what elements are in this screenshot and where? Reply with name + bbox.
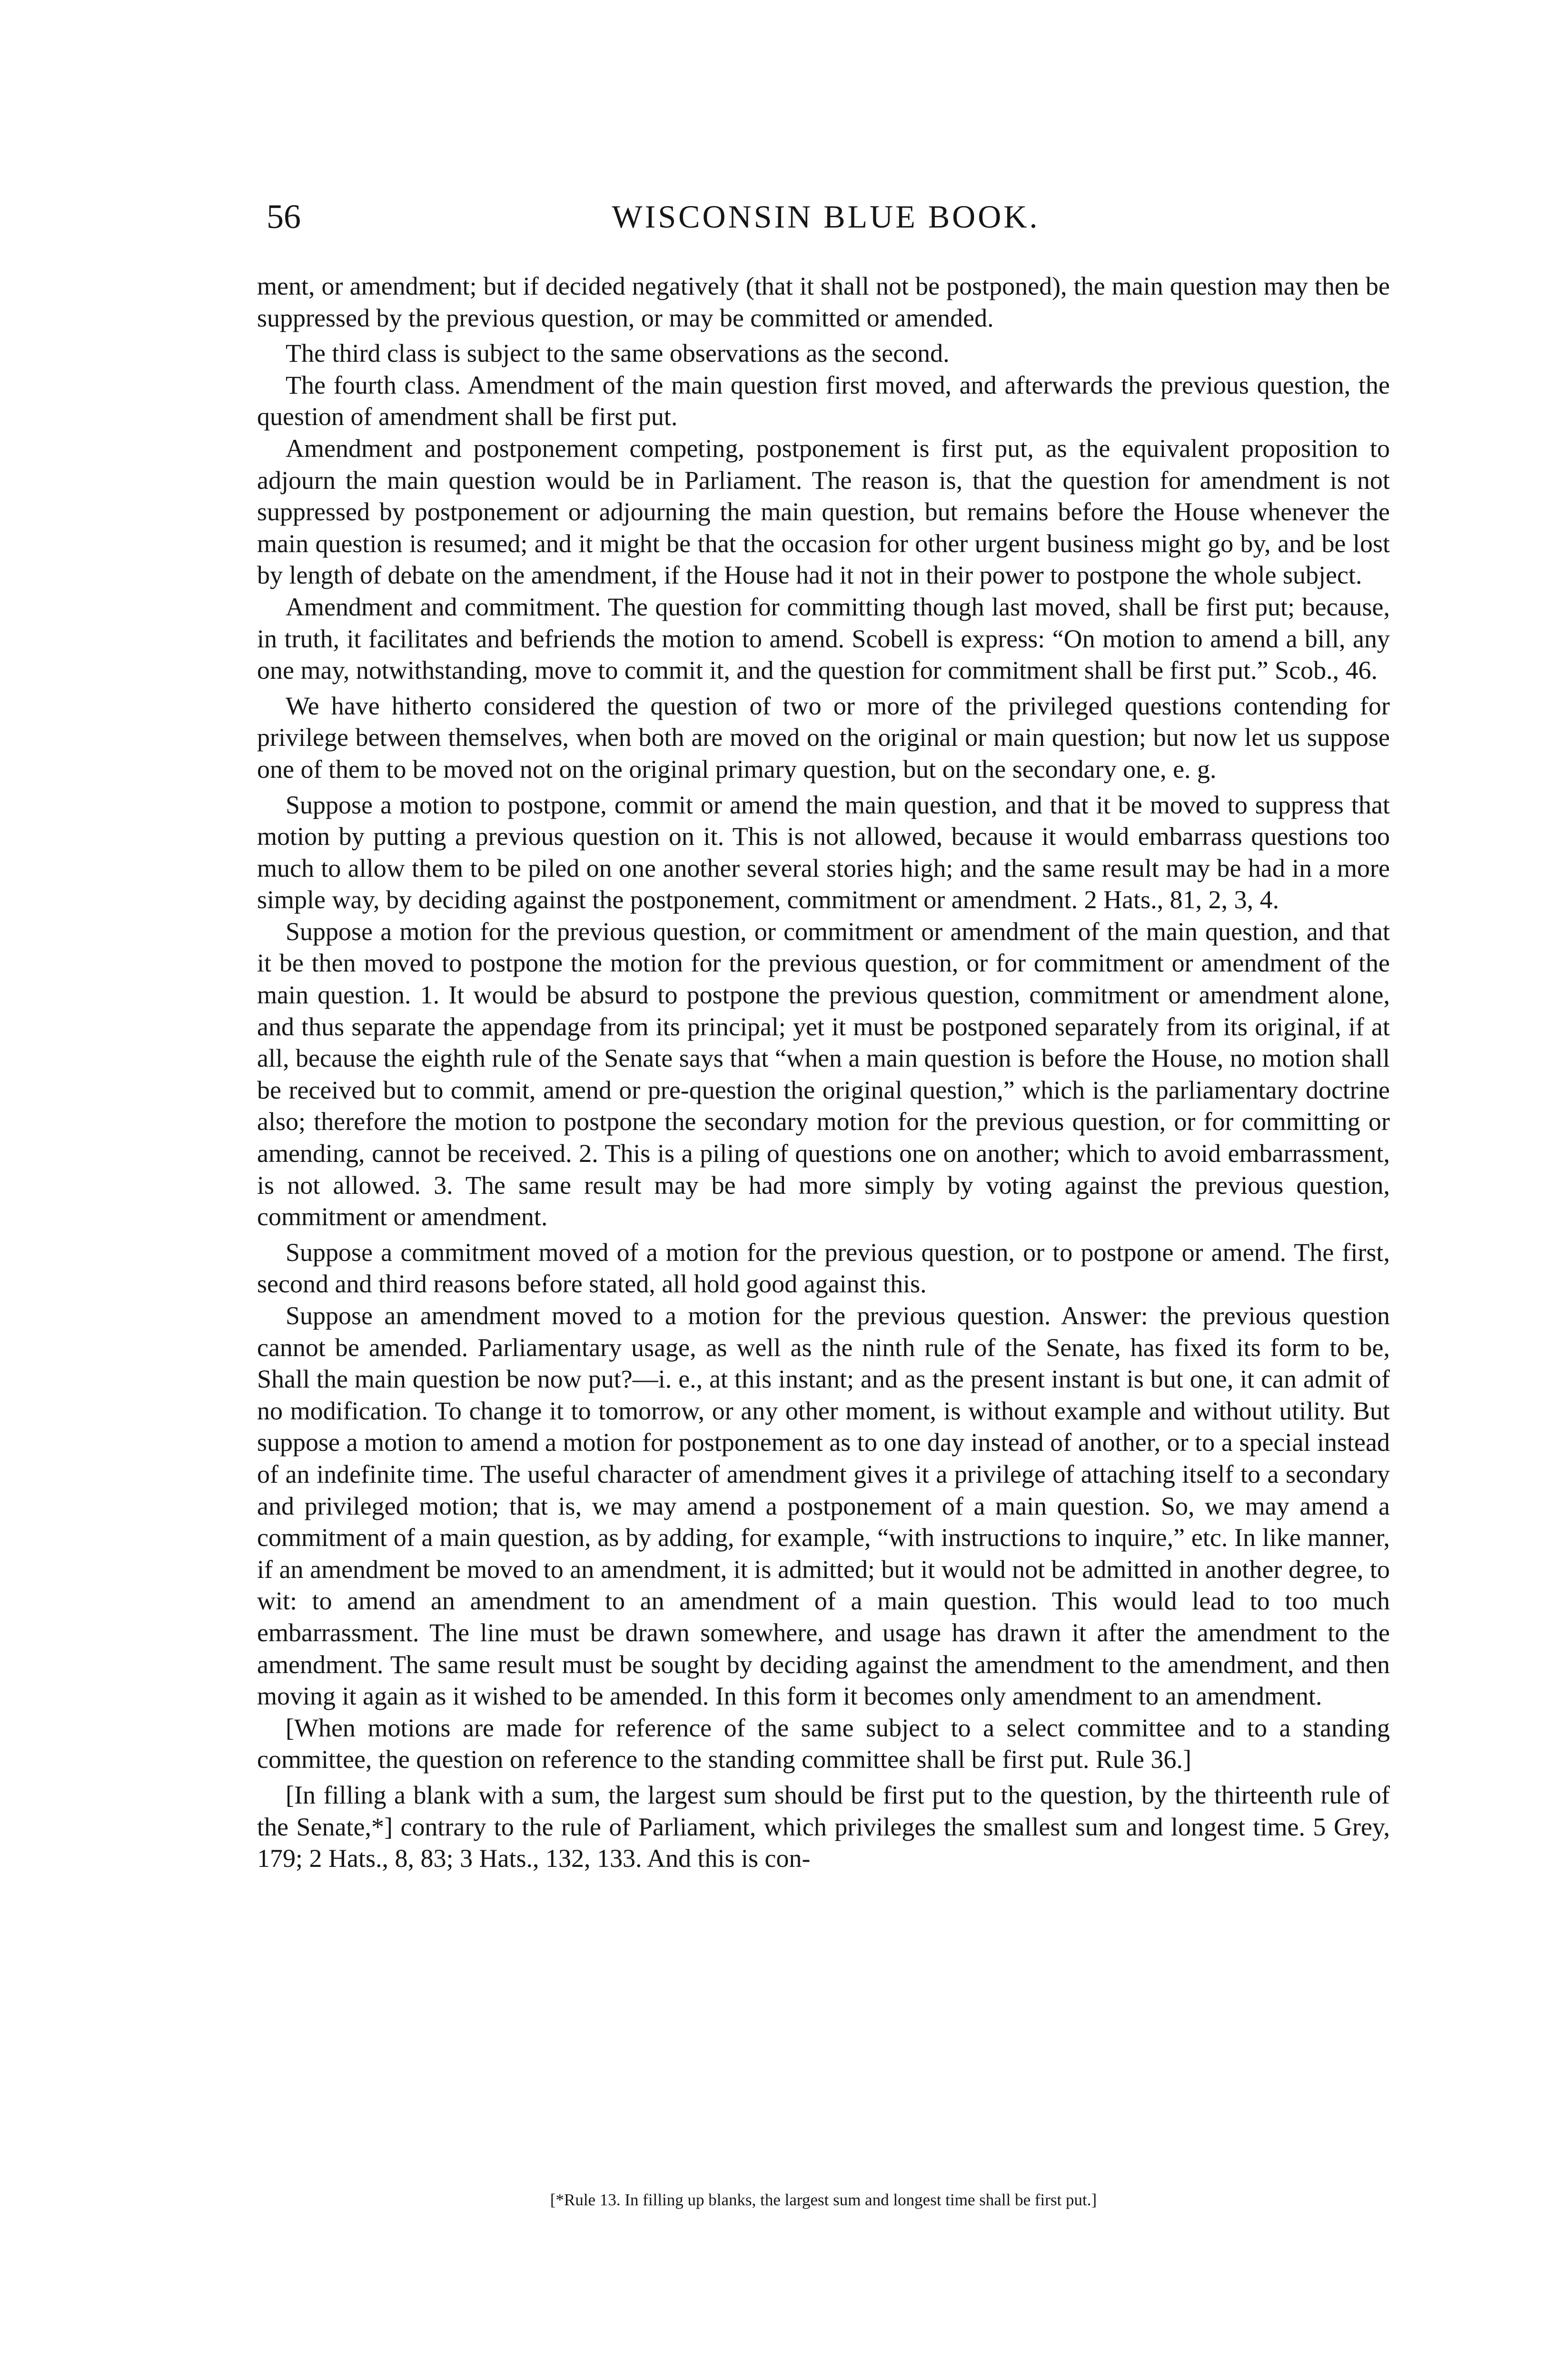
paragraph: ment, or amendment; but if decided negatively (that it shall not be postponed), the main question may then be suppressed by the previous question, or may be committed or amended. xyxy=(257,272,1390,332)
paragraph: Suppose a commitment moved of a motion for the previous question, or to postpone or amend. The first, second and third reasons before stated, all hold good against this. xyxy=(257,1238,1390,1299)
paragraph: Amendment and postponement competing, postponement is first put, as the equivalent proposition to adjourn the main question would be in Parliament. The reason is, that the question for amendment is not suppressed by postponement or adjourning the main question, but remains before the House whenever the main question is resumed; and it might be that the occasion for other urgent business might go by, and be lost by length of debate on the amendment, if the House had it not in their power to postpone the whole subject. xyxy=(257,434,1390,590)
paragraph: We have hitherto considered the question of two or more of the privileged questions contending for privilege between themselves, when both are moved on the original or main question; but now let us suppose one of them to be moved not on the original primary question, but on the secondary one, e. g. xyxy=(257,691,1390,783)
paragraph: [When motions are made for reference of the same subject to a select committee and to a standing committee, the question on reference to the standing committee shall be first put. Rule 36.] xyxy=(257,1713,1390,1774)
paragraph: Suppose a motion for the previous question, or commitment or amendment of the main question, and that it be then moved to postpone the motion for the previous question, or for commitment or amendment of the main question. 1. It would be absurd to postpone the previous question, commitment or amendment alone, and thus separate the appendage from its principal; yet it must be postponed separately from its original, if at all, because the eighth rule of the Senate says that “when a main question is before the House, no motion shall be received but to commit, amend or pre-question the original question,” which is the parliamentary doctrine also; therefore the motion to postpone the secondary motion for the previous question, or for committing or amending, cannot be received. 2. This is a piling of questions one on another; which to avoid embarrassment, is not allowed. 3. The same result may be had more simply by voting against the previous question, commitment or amendment. xyxy=(257,917,1390,1231)
paragraph: Suppose a motion to postpone, commit or amend the main question, and that it be moved to suppress that motion by putting a previous question on it. This is not allowed, because it would embarrass questions too much to allow them to be piled on one another several stories high; and the same result may be had in a more simple way, by deciding against the postponement, commitment or amendment. 2 Hats., 81, 2, 3, 4. xyxy=(257,790,1390,914)
page-number: 56 xyxy=(267,198,301,236)
paragraph: [In filling a blank with a sum, the largest sum should be first put to the question, by the thirteenth rule of the Senate,*] contrary to the rule of Parliament, which privileges the smallest sum and longest time. 5 Grey, 179; 2 Hats., 8, 83; 3 Hats., 132, 133. And this is con- xyxy=(257,1780,1390,1873)
page-header xyxy=(267,195,1385,238)
paragraph: Suppose an amendment moved to a motion for the previous question. Answer: the previous question cannot be amended. Parliamentary usage, as well as the ninth rule of the Senate, has fixed its form to be, Shall the main question be now put?—i. e., at this instant; and as the present instant is but one, it can admit of no modification. To change it to tomorrow, or any other moment, is without example and without utility. But suppose a motion to amend a motion for postponement as to one day instead of another, or to a special instead of an indefinite time. The useful character of amendment gives it a privilege of attaching itself to a secondary and privileged motion; that is, we may amend a postponement of a main question. So, we may amend a commitment of a main question, as by adding, for example, “with instructions to inquire,” etc. In like manner, if an amendment be moved to an amendment, it is admitted; but it would not be admitted in another degree, to wit: to amend an amendment to an amendment of a main question. This would lead to too much embarrassment. The line must be drawn somewhere, and usage has drawn it after the amendment to the amendment. The same result must be sought by deciding against the amendment to the amendment, and then moving it again as it wished to be amended. In this form it becomes only amendment to an amendment. xyxy=(257,1301,1390,1711)
paragraph: The fourth class. Amendment of the main question first moved, and afterwards the previous question, the question of amendment shall be first put. xyxy=(257,370,1390,431)
running-title: WISCONSIN BLUE BOOK. xyxy=(612,198,1040,235)
paragraph: The third class is subject to the same observations as the second. xyxy=(286,339,950,368)
paragraph: Amendment and commitment. The question for committing though last moved, shall be first put; because, in truth, it facilitates and befriends the motion to amend. Scobell is express: “On motion to amend a bill, any one may, notwithstanding, move to commit it, and the question for commitment shall be first put.” Scob., 46. xyxy=(257,592,1390,685)
body-text xyxy=(257,270,1390,1874)
footnote: [*Rule 13. In filling up blanks, the largest sum and longest time shall be first put.] xyxy=(550,2191,1097,2209)
